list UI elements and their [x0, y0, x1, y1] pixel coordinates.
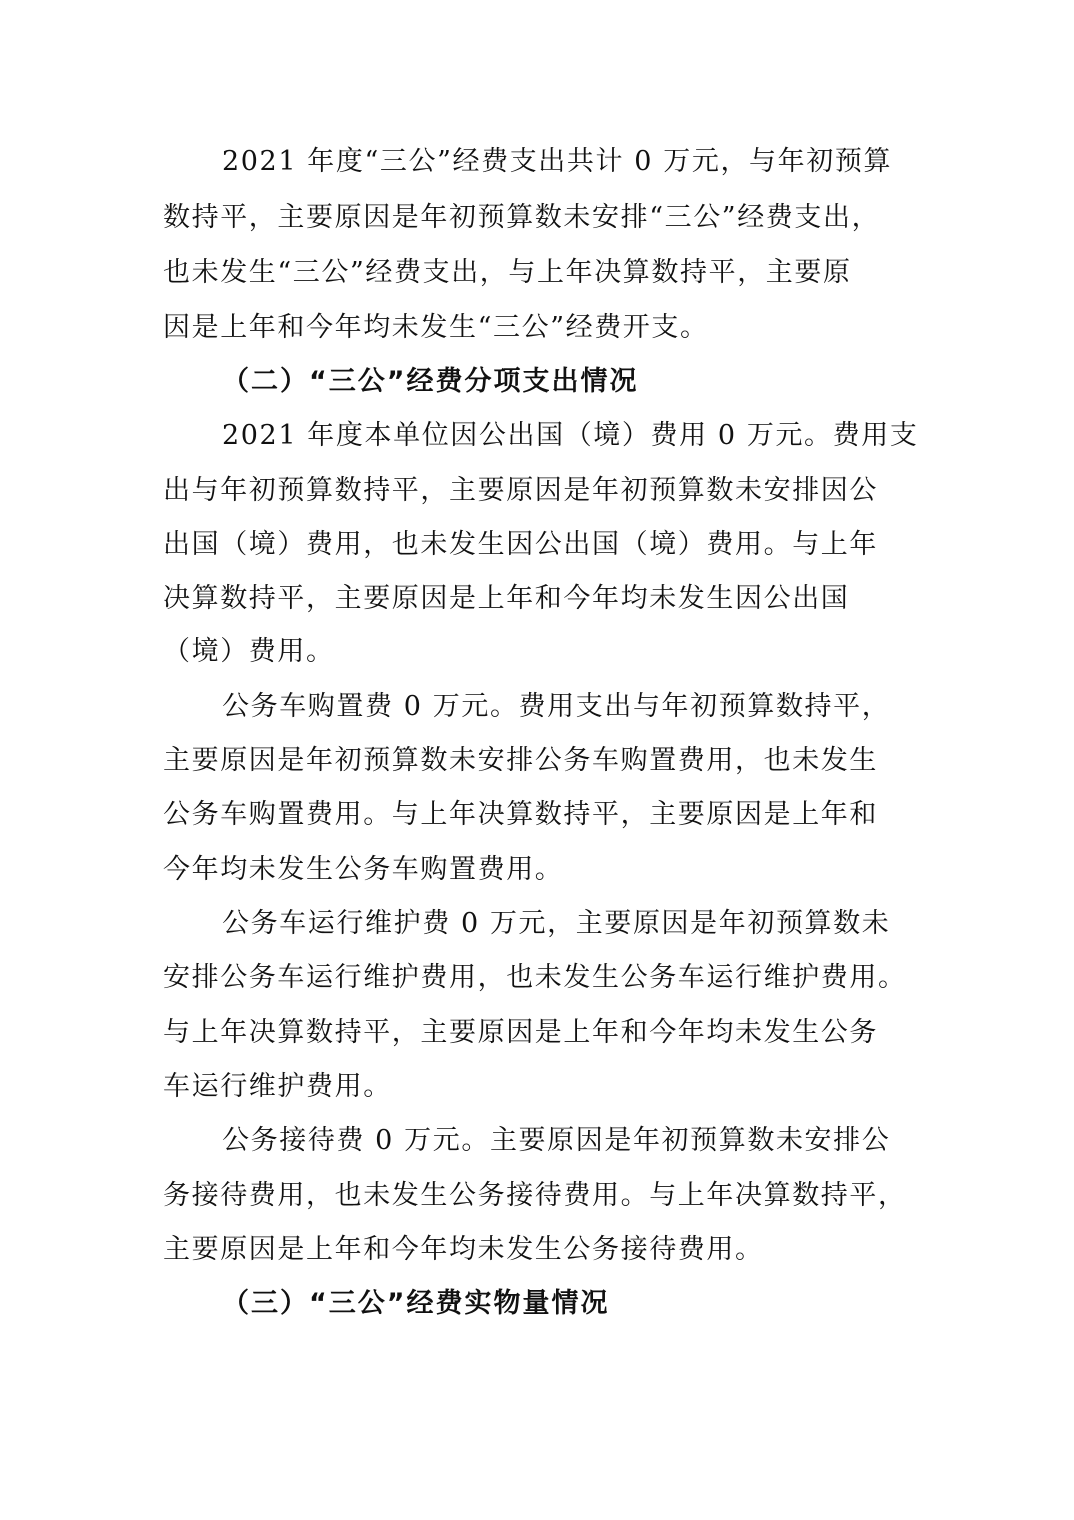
- paragraph-line: 因是上年和今年均未发生“三公”经费开支。: [163, 312, 709, 343]
- paragraph-line: 主要原因是上年和今年均未发生公务接待费用。: [163, 1234, 764, 1265]
- paragraph-line: 公务车运行维护费 0 万元，主要原因是年初预算数未: [222, 908, 891, 939]
- paragraph-line: 公务车购置费用。与上年决算数持平，主要原因是上年和: [163, 799, 878, 830]
- paragraph-line: 出与年初预算数持平，主要原因是年初预算数未安排因公: [163, 475, 878, 506]
- paragraph-line: 车运行维护费用。: [163, 1071, 392, 1102]
- paragraph-line: 公务接待费 0 万元。主要原因是年初预算数未安排公: [222, 1125, 891, 1156]
- section-heading: （三）“三公”经费实物量情况: [222, 1288, 610, 1319]
- paragraph-line: 公务车购置费 0 万元。费用支出与年初预算数持平，: [222, 691, 891, 722]
- paragraph-line: 务接待费用，也未发生公务接待费用。与上年决算数持平，: [163, 1180, 907, 1211]
- paragraph-line: 今年均未发生公务车购置费用。: [163, 854, 564, 885]
- section-heading: （二）“三公”经费分项支出情况: [222, 366, 639, 397]
- paragraph-line: 2021 年度本单位因公出国（境）费用 0 万元。费用支: [222, 420, 919, 451]
- paragraph-line: 与上年决算数持平，主要原因是上年和今年均未发生公务: [163, 1017, 878, 1048]
- paragraph-line: （境）费用。: [163, 636, 335, 667]
- paragraph-line: 出国（境）费用，也未发生因公出国（境）费用。与上年: [163, 529, 878, 560]
- paragraph-line: 数持平，主要原因是年初预算数未安排“三公”经费支出，: [163, 202, 881, 233]
- paragraph-line: 安排公务车运行维护费用，也未发生公务车运行维护费用。: [163, 962, 907, 993]
- paragraph-line: 决算数持平，主要原因是上年和今年均未发生因公出国: [163, 583, 850, 614]
- paragraph-line: 主要原因是年初预算数未安排公务车购置费用，也未发生: [163, 745, 878, 776]
- paragraph-line: 2021 年度“三公”经费支出共计 0 万元，与年初预算: [222, 146, 893, 177]
- paragraph-line: 也未发生“三公”经费支出，与上年决算数持平，主要原: [163, 257, 852, 288]
